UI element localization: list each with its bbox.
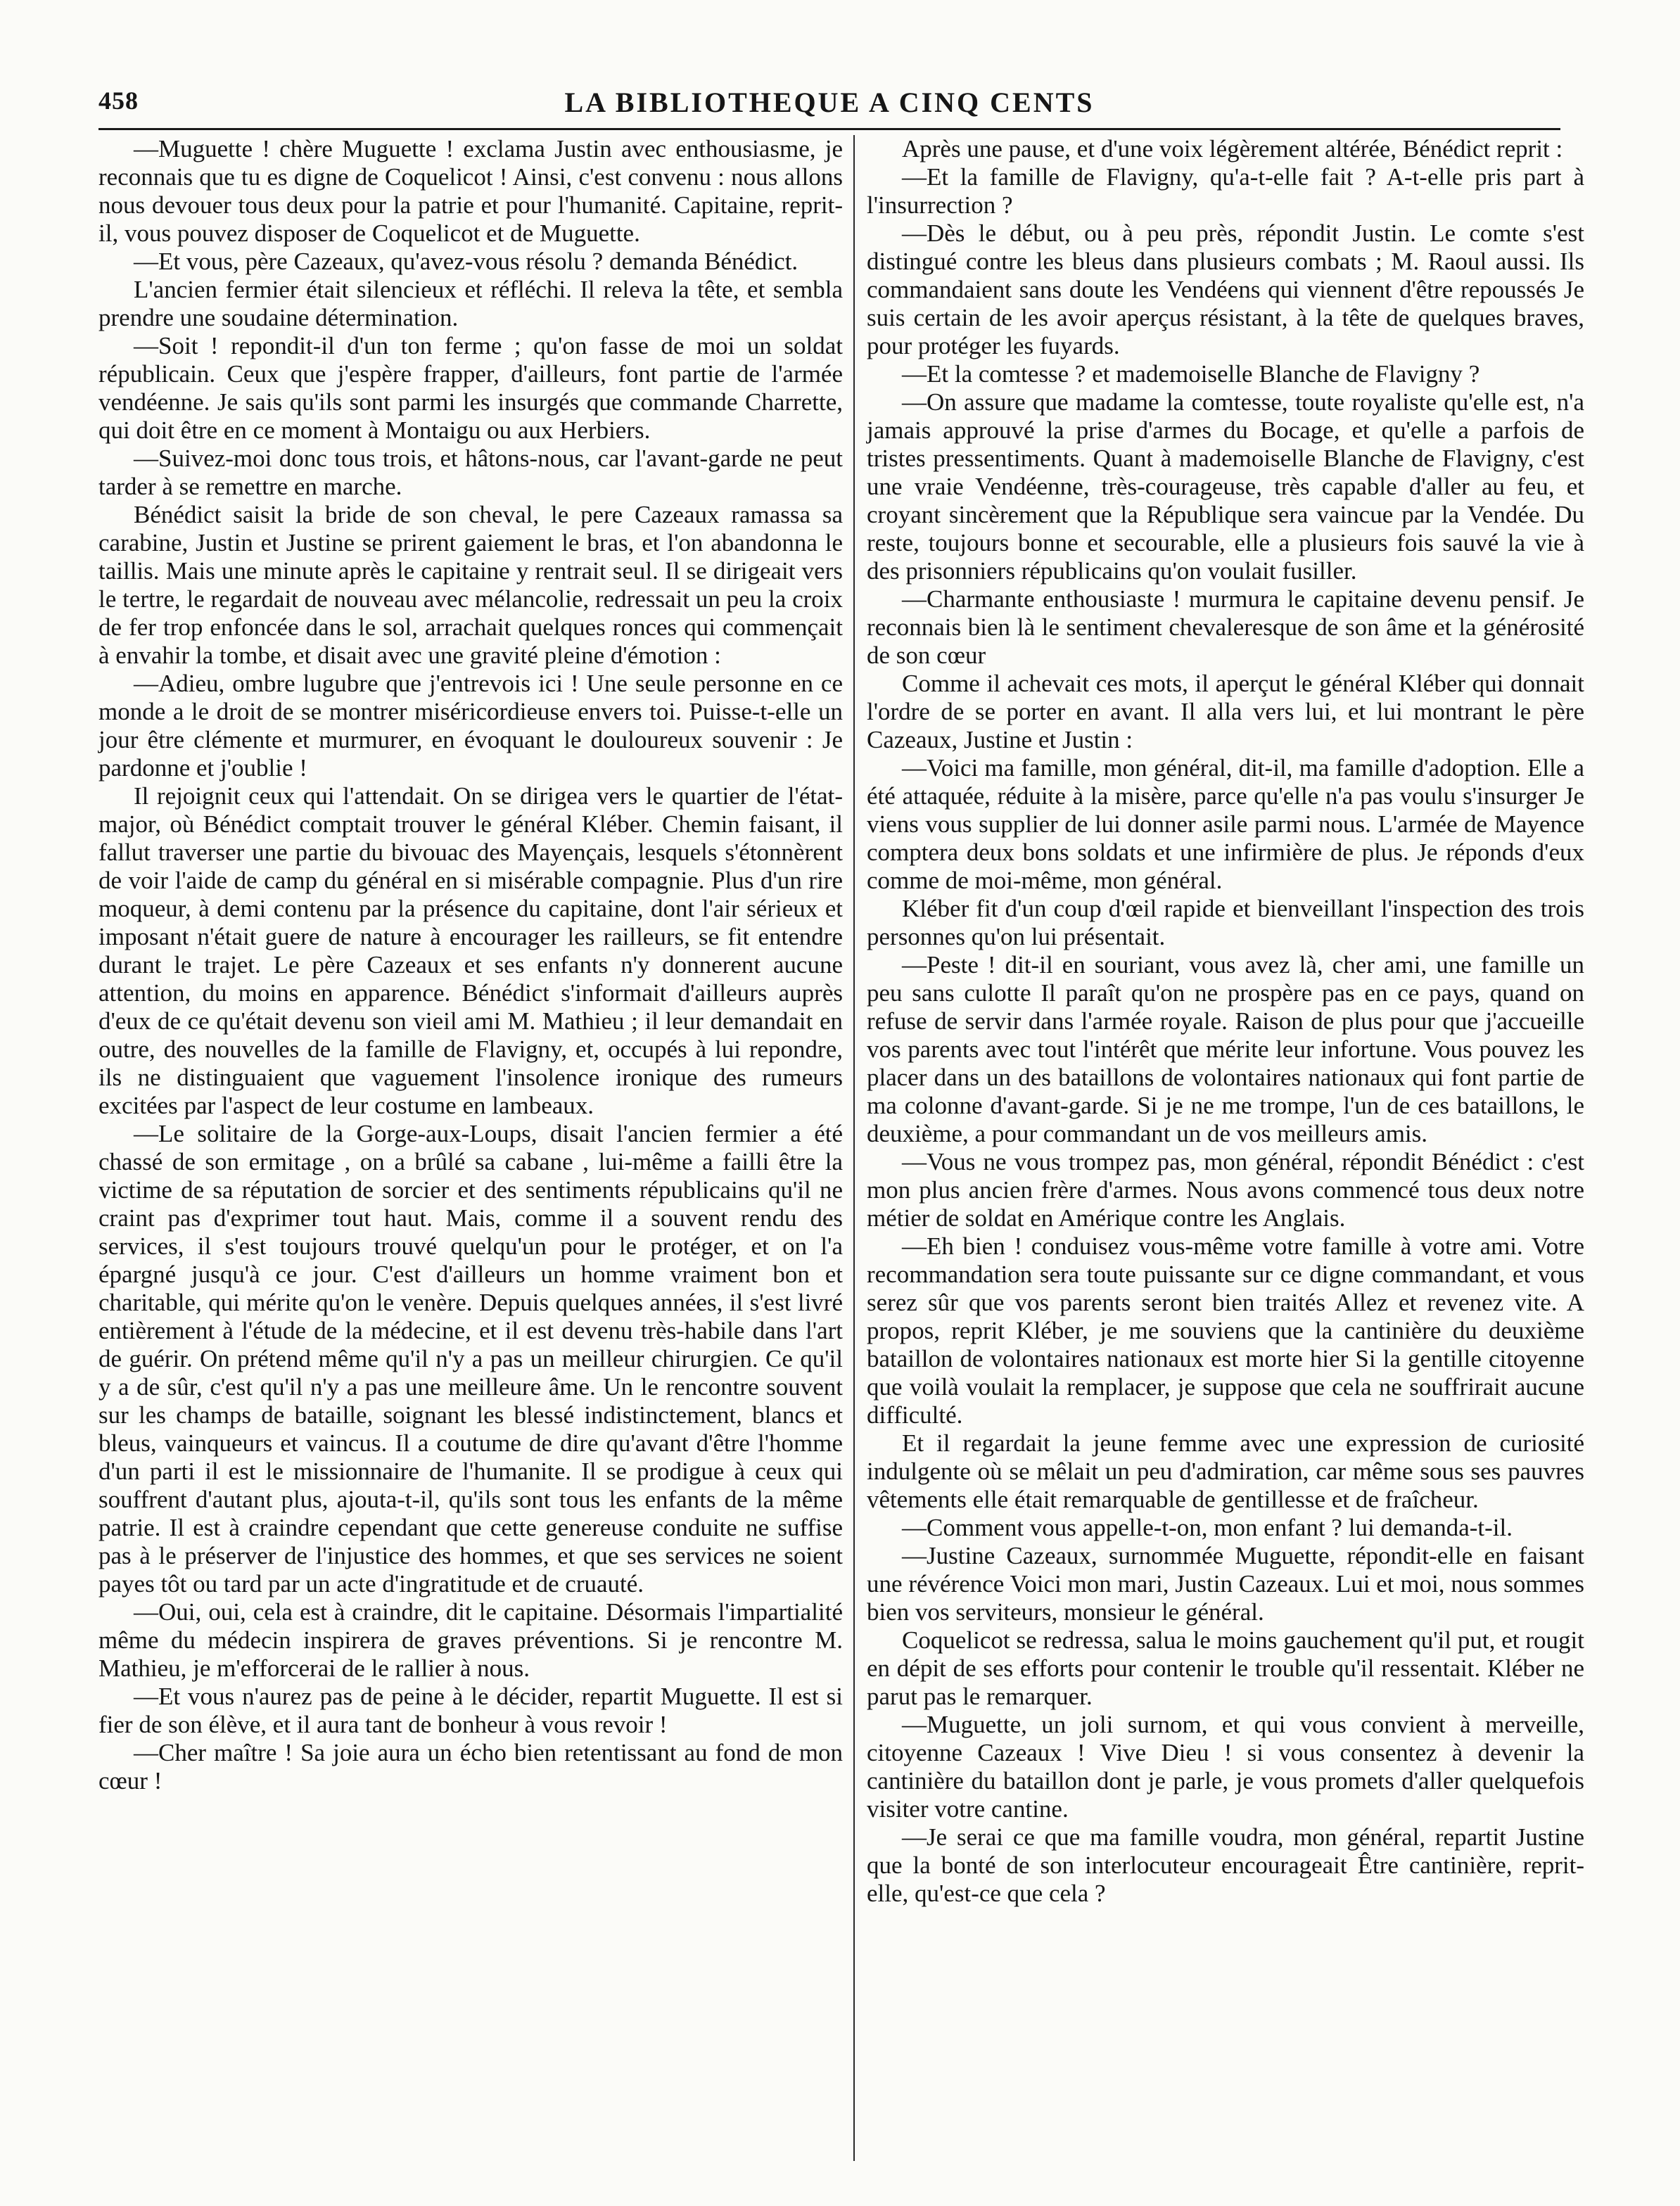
paragraph: —Muguette ! chère Muguette ! exclama Justin avec enthousiasme, je reconnais que tu es digne de Coquelicot ! Ainsi, c'est convenu : nous allons nous devouer tous deux pour la patrie et pour l'humanité. Capitaine, reprit-il, vous pouvez disposer de Coquelicot et de Muguette. bbox=[98, 135, 843, 247]
left-column bbox=[98, 135, 843, 1795]
paragraph: —Et vous, père Cazeaux, qu'avez-vous résolu ? demanda Bénédict. bbox=[134, 248, 798, 275]
paragraph: Bénédict saisit la bride de son cheval, le pere Cazeaux ramassa sa carabine, Justin et Justine se prirent gaiement le bras, et l'on abandonna le taillis. Mais une minute après le capitaine y rentrait seul. Il se dirigeait vers le tertre, le regardait de nouveau avec mélancolie, redressait un peu la croix de fer trop enfoncée dans le sol, arrachait quelques ronces qui commençait à envahir la tombe, et disait avec une gravité pleine d'émotion : bbox=[98, 501, 843, 669]
running-title: LA BIBLIOTHEQUE A CINQ CENTS bbox=[564, 87, 1095, 118]
paragraph: Et il regardait la jeune femme avec une expression de curiosité indulgente où se mêlait un peu d'admiration, car même sous ses pauvres vêtements elle était remarquable de gentillesse et de fraîcheur. bbox=[867, 1429, 1584, 1513]
paragraph: —Justine Cazeaux, surnommée Muguette, répondit-elle en faisant une révérence Voici mon mari, Justin Cazeaux. Lui et moi, nous sommes bien vos serviteurs, monsieur le général. bbox=[867, 1542, 1584, 1626]
paragraph: —Suivez-moi donc tous trois, et hâtons-nous, car l'avant-garde ne peut tarder à se remettre en marche. bbox=[98, 445, 843, 500]
paragraph: —Comment vous appelle-t-on, mon enfant ? lui demanda-t-il. bbox=[902, 1514, 1513, 1541]
paragraph: Kléber fit d'un coup d'œil rapide et bienveillant l'inspection des trois personnes qu'on lui présentait. bbox=[867, 895, 1584, 950]
paragraph: —Oui, oui, cela est à craindre, dit le capitaine. Désormais l'impartialité même du médecin inspirera de graves préventions. Si je rencontre M. Mathieu, je m'efforcerai de le rallier à nous. bbox=[98, 1598, 843, 1682]
paragraph: —Je serai ce que ma famille voudra, mon général, repartit Justine que la bonté de son interlocuteur encourageait Être cantinière, reprit-elle, qu'est-ce que cela ? bbox=[867, 1823, 1584, 1907]
page-number: 458 bbox=[98, 87, 139, 115]
paragraph: —Cher maître ! Sa joie aura un écho bien retentissant au fond de mon cœur ! bbox=[98, 1739, 843, 1794]
page-header bbox=[98, 86, 1560, 130]
paragraph: Comme il achevait ces mots, il aperçut le général Kléber qui donnait l'ordre de se porter en avant. Il alla vers lui, et lui montrant le père Cazeaux, Justine et Justin : bbox=[867, 670, 1584, 753]
paragraph: —Et la comtesse ? et mademoiselle Blanche de Flavigny ? bbox=[902, 360, 1480, 388]
paragraph: L'ancien fermier était silencieux et réfléchi. Il releva la tête, et sembla prendre une soudaine détermination. bbox=[98, 276, 843, 331]
paragraph: —Le solitaire de la Gorge-aux-Loups, disait l'ancien fermier a été chassé de son ermitage , on a brûlé sa cabane , lui-même a failli être la victime de sa réputation de sorcier et des sentiments républicains qu'il ne craint pas d'exprimer tout haut. Mais, comme il a souvent rendu des services, il s'est toujours trouvé quelqu'un pour le protéger, et on l'a épargné jusqu'à ce jour. C'est d'ailleurs un homme vraiment bon et charitable, qui mérite qu'on le venère. Depuis quelques années, il s'est livré entièrement à l'étude de la médecine, et il est devenu très-habile dans l'art de guérir. On prétend même qu'il n'y a pas un meilleur chirurgien. Ce qu'il y a de sûr, c'est qu'il n'y a pas une meilleure âme. Un le rencontre souvent sur les champs de bataille, soignant les blessé indistinctement, blancs et bleus, vainqueurs et vaincus. Il a coutume de dire qu'avant d'être l'homme d'un parti il est le missionnaire de l'humanite. Il se prodigue à ceux qui souffrent d'autant plus, ajouta-t-il, qu'ils sont tous les enfants de la même patrie. Il est à craindre cependant que cette genereuse conduite ne suffise pas à le préserver de l'injustice des hommes, et que ses services ne soient payes tôt ou tard par un acte d'ingratitude et de cruauté. bbox=[98, 1120, 843, 1598]
paragraph: —Vous ne vous trompez pas, mon général, répondit Bénédict : c'est mon plus ancien frère d'armes. Nous avons commencé tous deux notre métier de soldat en Amérique contre les Anglais. bbox=[867, 1148, 1584, 1232]
right-column bbox=[867, 135, 1584, 1908]
paragraph: —Muguette, un joli surnom, et qui vous convient à merveille, citoyenne Cazeaux ! Vive Dieu ! si vous consentez à devenir la cantinière du bataillon dont je parle, je vous promets d'aller quelquefois visiter votre cantine. bbox=[867, 1711, 1584, 1823]
paragraph: —Charmante enthousiaste ! murmura le capitaine devenu pensif. Je reconnais bien là le sentiment chevaleresque de son âme et la générosité de son cœur bbox=[867, 585, 1584, 669]
paragraph: —Voici ma famille, mon général, dit-il, ma famille d'adoption. Elle a été attaquée, réduite à la misère, parce qu'elle n'a pas voulu s'insurger Je viens vous supplier de lui donner asile parmi nous. L'armée de Mayence comptera deux bons soldats et une infirmière de plus. Je réponds d'eux comme de moi-même, mon général. bbox=[867, 754, 1584, 894]
paragraph: —Et la famille de Flavigny, qu'a-t-elle fait ? A-t-elle pris part à l'insurrection ? bbox=[867, 163, 1584, 219]
paragraph: —Soit ! repondit-il d'un ton ferme ; qu'on fasse de moi un soldat républicain. Ceux que j'espère frapper, d'ailleurs, font partie de l'armée vendéenne. Je sais qu'ils sont parmi les insurgés que commande Charrette, qui doit être en ce moment à Montaigu ou aux Herbiers. bbox=[98, 332, 843, 444]
column-divider bbox=[853, 135, 855, 2161]
paragraph: —Adieu, ombre lugubre que j'entrevois ici ! Une seule personne en ce monde a le droit de se montrer miséricordieuse envers toi. Puisse-t-elle un jour être clémente et murmurer, en évoquant le douloureux souvenir : Je pardonne et j'oublie ! bbox=[98, 670, 843, 782]
paragraph: —On assure que madame la comtesse, toute royaliste qu'elle est, n'a jamais approuvé la prise d'armes du Bocage, et qu'elle a parfois de tristes pressentiments. Quant à mademoiselle Blanche de Flavigny, c'est une vraie Vendéenne, très-courageuse, très capable d'aller au feu, et croyant sincèrement que la République sera vaincue par la Vendée. Du reste, toujours bonne et secourable, elle a plusieurs fois sauvé la vie à des prisonniers républicains qu'on voulait fusiller. bbox=[867, 388, 1584, 585]
paragraph: —Dès le début, ou à peu près, répondit Justin. Le comte s'est distingué contre les bleus dans plusieurs combats ; M. Raoul aussi. Ils commandaient sans doute les Vendéens qui viennent d'être repoussés Je suis certain de les avoir aperçus résistant, à la tête de quelques braves, pour protéger les fuyards. bbox=[867, 219, 1584, 359]
paragraph: Il rejoignit ceux qui l'attendait. On se dirigea vers le quartier de l'état-major, où Bénédict comptait trouver le général Kléber. Chemin faisant, il fallut traverser une partie du bivouac des Mayençais, lesquels s'étonnèrent de voir l'aide de camp du général en si misérable compagnie. Plus d'un rire moqueur, à demi contenu par la présence du capitaine, dont l'air sérieux et imposant n'était guere de nature à encourager les railleurs, se fit entendre durant le trajet. Le père Cazeaux et ses enfants n'y donnerent aucune attention, du moins en apparence. Bénédict s'informait d'ailleurs auprès d'eux de ce qu'était devenu son vieil ami M. Mathieu ; il leur demandait en outre, des nouvelles de la famille de Flavigny, et, occupés à lui repondre, ils ne distinguaient que vaguement l'insolence ironique des rumeurs excitées par l'aspect de leur costume en lambeaux. bbox=[98, 782, 843, 1119]
paragraph: —Peste ! dit-il en souriant, vous avez là, cher ami, une famille un peu sans culotte Il paraît qu'on ne prospère pas en ce pays, quand on refuse de servir dans l'armée royale. Raison de plus pour que j'accueille vos parents avec tout l'intérêt que mérite leur infortune. Vous pouvez les placer dans un des bataillons de volontaires nationaux qui font partie de ma colonne d'avant-garde. Si je ne me trompe, l'un de ces bataillons, le deuxième, a pour commandant un de vos meilleurs amis. bbox=[867, 951, 1584, 1147]
paragraph: Après une pause, et d'une voix légèrement altérée, Bénédict reprit : bbox=[902, 135, 1563, 162]
paragraph: Coquelicot se redressa, salua le moins gauchement qu'il put, et rougit en dépit de ses efforts pour contenir le trouble qu'il ressentait. Kléber ne parut pas le remarquer. bbox=[867, 1626, 1584, 1710]
paragraph: —Et vous n'aurez pas de peine à le décider, repartit Muguette. Il est si fier de son élève, et il aura tant de bonheur à vous revoir ! bbox=[98, 1683, 843, 1738]
paragraph: —Eh bien ! conduisez vous-même votre famille à votre ami. Votre recommandation sera toute puissante sur ce digne commandant, et vous serez sûr que vos parents seront bien traités Allez et revenez vite. A propos, reprit Kléber, je me souviens que la cantinière du deuxième bataillon de volontaires nationaux est morte hier Si la gentille citoyenne que voilà voulait la remplacer, je suppose que cela ne souffrirait aucune difficulté. bbox=[867, 1232, 1584, 1429]
